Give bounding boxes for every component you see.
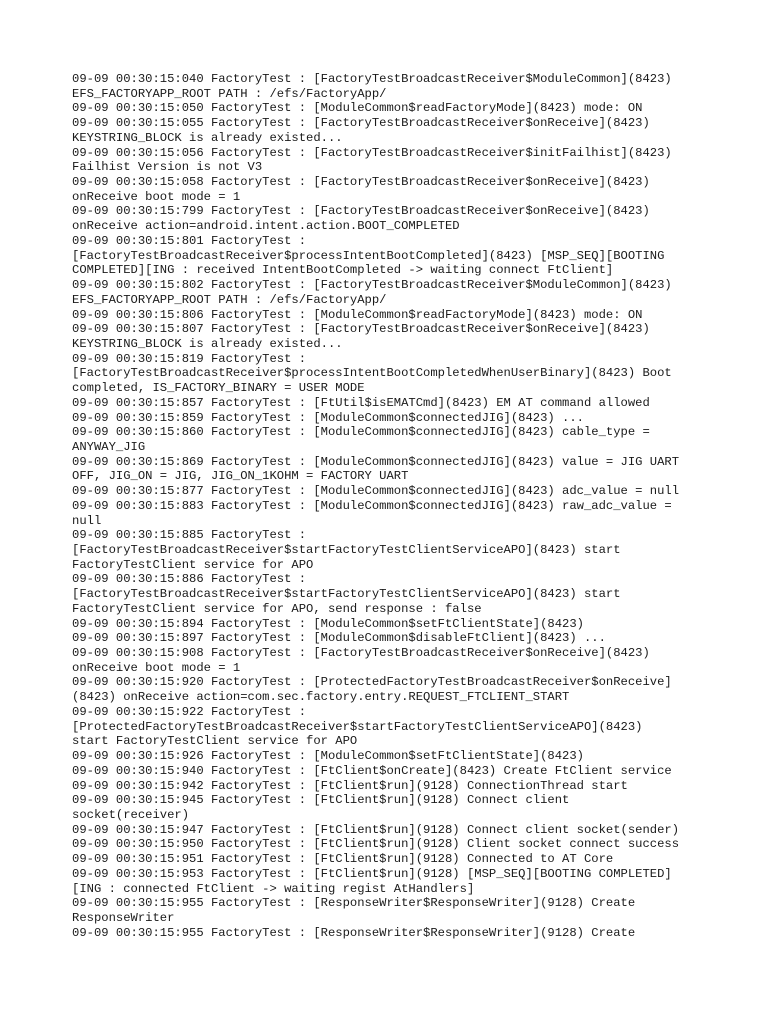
log-line: null [72, 513, 102, 528]
log-line: 09-09 00:30:15:056 FactoryTest : [FactoryTestBroadcastReceiver$initFailhist](8423) [72, 145, 672, 160]
log-line: (8423) onReceive action=com.sec.factory.entry.REQUEST_FTCLIENT_START [72, 690, 570, 705]
log-line: 09-09 00:30:15:942 FactoryTest : [FtClient$run](9128) ConnectionThread start [72, 778, 628, 793]
log-line: completed, IS_FACTORY_BINARY = USER MODE [72, 381, 365, 396]
log-line: 09-09 00:30:15:920 FactoryTest : [ProtectedFactoryTestBroadcastReceiver$onReceive] [72, 675, 672, 690]
log-line: 09-09 00:30:15:951 FactoryTest : [FtClient$run](9128) Connected to AT Core [72, 852, 614, 867]
log-line: EFS_FACTORYAPP_ROOT PATH : /efs/FactoryApp/ [72, 86, 387, 101]
log-line: 09-09 00:30:15:806 FactoryTest : [ModuleCommon$readFactoryMode](8423) mode: ON [72, 307, 643, 322]
log-line: 09-09 00:30:15:886 FactoryTest : [72, 572, 307, 587]
log-line: 09-09 00:30:15:950 FactoryTest : [FtClient$run](9128) Client socket connect success [72, 837, 680, 852]
log-line: 09-09 00:30:15:040 FactoryTest : [FactoryTestBroadcastReceiver$ModuleCommon](8423) [72, 72, 672, 86]
log-line: 09-09 00:30:15:926 FactoryTest : [ModuleCommon$setFtClientState](8423) [72, 749, 584, 764]
log-line: 09-09 00:30:15:947 FactoryTest : [FtClient$run](9128) Connect client socket(sender) [72, 822, 680, 837]
log-line: 09-09 00:30:15:945 FactoryTest : [FtClient$run](9128) Connect client [72, 793, 570, 808]
log-line: 09-09 00:30:15:859 FactoryTest : [ModuleCommon$connectedJIG](8423) ... [72, 410, 584, 425]
log-line: [FactoryTestBroadcastReceiver$startFactoryTestClientServiceAPO](8423) start [72, 543, 621, 557]
log-line: start FactoryTestClient service for APO [72, 734, 358, 749]
log-text-block [72, 72, 708, 940]
log-line: 09-09 00:30:15:860 FactoryTest : [ModuleCommon$connectedJIG](8423) cable_type = [72, 425, 650, 440]
log-line: 09-09 00:30:15:955 FactoryTest : [ResponseWriter$ResponseWriter](9128) Create [72, 925, 636, 940]
log-line: 09-09 00:30:15:799 FactoryTest : [FactoryTestBroadcastReceiver$onReceive](8423) [72, 204, 650, 219]
log-line: KEYSTRING_BLOCK is already existed... [72, 130, 343, 145]
log-line: onReceive boot mode = 1 [72, 660, 241, 675]
log-line: Failhist Version is not V3 [72, 160, 263, 175]
log-line: onReceive boot mode = 1 [72, 189, 241, 204]
log-line: 09-09 00:30:15:908 FactoryTest : [FactoryTestBroadcastReceiver$onReceive](8423) [72, 646, 650, 661]
log-line: 09-09 00:30:15:883 FactoryTest : [ModuleCommon$connectedJIG](8423) raw_adc_value = [72, 498, 672, 513]
log-line: OFF, JIG_ON = JIG, JIG_ON_1KOHM = FACTORY UART [72, 469, 409, 484]
log-line: 09-09 00:30:15:802 FactoryTest : [FactoryTestBroadcastReceiver$ModuleCommon](8423) [72, 278, 672, 293]
log-line: 09-09 00:30:15:055 FactoryTest : [FactoryTestBroadcastReceiver$onReceive](8423) [72, 116, 650, 131]
log-line: 09-09 00:30:15:953 FactoryTest : [FtClient$run](9128) [MSP_SEQ][BOOTING COMPLETED] [72, 866, 672, 881]
log-line: 09-09 00:30:15:894 FactoryTest : [ModuleCommon$setFtClientState](8423) [72, 616, 584, 631]
log-line: socket(receiver) [72, 807, 190, 822]
log-line: 09-09 00:30:15:922 FactoryTest : [72, 704, 307, 719]
log-line: [FactoryTestBroadcastReceiver$processIntentBootCompletedWhenUserBinary](8423) Boot [72, 366, 672, 381]
log-line: 09-09 00:30:15:940 FactoryTest : [FtClient$onCreate](8423) Create FtClient service [72, 763, 672, 778]
log-line: 09-09 00:30:15:955 FactoryTest : [ResponseWriter$ResponseWriter](9128) Create [72, 896, 636, 911]
log-line: 09-09 00:30:15:801 FactoryTest : [72, 233, 307, 248]
log-line: FactoryTestClient service for APO [72, 557, 314, 572]
log-line: ResponseWriter [72, 910, 175, 925]
log-line: COMPLETED][ING : received IntentBootCompleted -> waiting connect FtClient] [72, 263, 614, 278]
log-line: 09-09 00:30:15:050 FactoryTest : [ModuleCommon$readFactoryMode](8423) mode: ON [72, 101, 643, 116]
log-line: 09-09 00:30:15:807 FactoryTest : [FactoryTestBroadcastReceiver$onReceive](8423) [72, 322, 650, 337]
log-line: 09-09 00:30:15:857 FactoryTest : [FtUtil$isEMATCmd](8423) EM AT command allowed [72, 395, 650, 410]
log-line: [ProtectedFactoryTestBroadcastReceiver$startFactoryTestClientServiceAPO](8423) [72, 719, 643, 734]
log-line: ANYWAY_JIG [72, 439, 146, 454]
log-line: EFS_FACTORYAPP_ROOT PATH : /efs/FactoryApp/ [72, 292, 387, 307]
log-line: KEYSTRING_BLOCK is already existed... [72, 336, 343, 351]
log-line: 09-09 00:30:15:819 FactoryTest : [72, 351, 307, 366]
log-line: 09-09 00:30:15:869 FactoryTest : [ModuleCommon$connectedJIG](8423) value = JIG UART [72, 454, 680, 469]
log-line: [ING : connected FtClient -> waiting regist AtHandlers] [72, 881, 475, 896]
log-line: 09-09 00:30:15:885 FactoryTest : [72, 528, 307, 543]
log-line: FactoryTestClient service for APO, send response : false [72, 601, 482, 616]
log-line: [FactoryTestBroadcastReceiver$startFactoryTestClientServiceAPO](8423) start [72, 587, 621, 602]
log-line: 09-09 00:30:15:058 FactoryTest : [FactoryTestBroadcastReceiver$onReceive](8423) [72, 175, 650, 190]
log-line: 09-09 00:30:15:897 FactoryTest : [ModuleCommon$disableFtClient](8423) ... [72, 631, 606, 646]
log-line: 09-09 00:30:15:877 FactoryTest : [ModuleCommon$connectedJIG](8423) adc_value = null [72, 484, 680, 499]
log-line: onReceive action=android.intent.action.BOOT_COMPLETED [72, 219, 460, 234]
log-line: [FactoryTestBroadcastReceiver$processIntentBootCompleted](8423) [MSP_SEQ][BOOTING [72, 248, 665, 263]
